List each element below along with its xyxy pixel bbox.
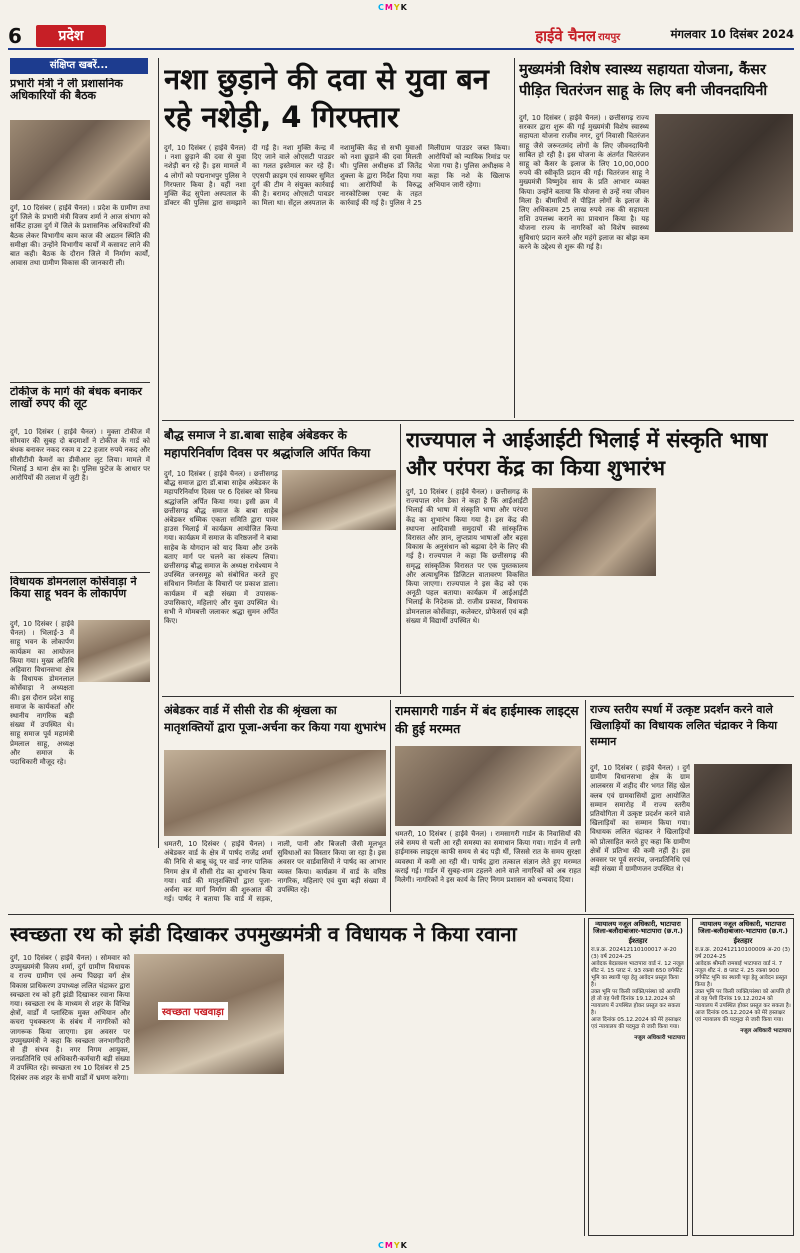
ambedkar-ward-story — [162, 700, 388, 912]
reg-c: C — [378, 3, 385, 12]
section-tag — [36, 25, 106, 47]
state-level-headline: राज्य स्तरीय स्पर्धा में उत्कृष्ट प्रदर्शन करने वाले खिलाड़ियों का विधायक ललित चंद्राकर ने किया सम्मान — [590, 703, 778, 748]
state-level-photo — [694, 764, 792, 834]
column-rule-ambedkar — [390, 700, 391, 912]
briefs-column — [8, 56, 156, 856]
reg-m-bottom: M — [384, 1241, 394, 1250]
registration-mark-bottom — [378, 1241, 408, 1250]
lead-body: दुर्ग, 10 दिसंबर ( हाईवे चैनल) । नशा छुड़ाने की दवा से युवा नशेड़ी बन रहे हैं। इस मामले में 4 लोगों को पद्मनाभपुर पुलिस ने गिरफ्तार किया है। यहीं नशा मुक्ति केंद्र सुपेला अस्पताल के डॉक्टर की पुलिस द्वारा समझाने दी गई है। नशा मुक्ति केन्द्र में दिए जाने वाले ओएसटी पाउडर का गलत इस्तेमाल कर रहे हैं। एएसपी क्राइम एवं सायबर सुमित दुर्ग की टीम ने संयुक्त कार्रवाई की है। बरामद ओएसटी पावडर का मिला था। सेंट्रल अस्पताल के नशामुक्ति केंद्र से सभी युवाओं को नशा छुड़ाने की दवा मिलती थी। पुलिस अधीक्षक डॉ जितेंद्र शुक्ला के द्वारा निर्देश दिया गया था। आरोपियों के विरुद्ध नारकोटिक्स एक्ट के तहत कार्रवाई की गई है। पुलिस ने 25 मिलीग्राम पाउडर जब्त किया। आरोपियों को न्यायिक रिमांड पर भेजा गया है। पुलिस अधीक्षक ने कहा कि नशे के खिलाफ अभियान जारी रहेगा। — [164, 144, 510, 208]
brief-divider-1 — [10, 382, 150, 383]
governor-body-right — [660, 488, 792, 690]
brief3-photo — [78, 620, 150, 682]
governor-body: दुर्ग, 10 दिसंबर ( हाईवे चैनल) । छत्तीसगढ़ के राज्यपाल रमेन डेका ने कहा है कि आईआईटी भिलाई की भाषा में संस्कृति भाषा और परंपरा केंद्र का शुभारंभ किया गया है। इस केंद्र की स्थापना आदिवासी समुदायों की सांस्कृतिक विरासत और ज्ञान, लुप्तप्राय भाषाओं और बहस विकास के अनुसंधान को बढ़ावा देने के लिए की गई है। राज्यपाल ने कहा कि छत्तीसगढ़ की समृद्ध सांस्कृतिक विरासत पर एक पुस्तकालय और अत्याधुनिक डिजिटल वातावरण विकसित किया जाएगा। राज्यपाल ने इस केंद्र को एक अनूठी पहल बताया। कार्यक्रम में आईआईटी भिलाई के निदेशक प्रो. राजीव प्रकाश, विधायक डोमनलाल कोर्सेवाड़ा, कलेक्टर, प्रोफेसर्स एवं बड़ी संख्या में विद्यार्थी उपस्थित थे। — [406, 488, 528, 625]
swachhata-banner: स्वच्छता पखवाड़ा — [158, 1002, 228, 1020]
masthead — [8, 22, 794, 50]
governor-headline: राज्यपाल ने आईआईटी भिलाई में संस्कृति भाषा और परंपरा केंद्र का किया शुभारंभ — [406, 428, 768, 480]
ambedkar-ward-headline: अंबेडकर वार्ड में सीसी रोड की श्रृंखला का मातृशक्तियों द्वारा पूजा-अर्चना कर किया गया शुभारंभ — [164, 703, 386, 734]
notice-2-body: रा.प्र.क्र. 202412110100009 अ-20 (3) वर्ष 2024-25 आवेदक श्रीमती रामबाई भाटापारा वार्ड नं. 7 नजूल शीट नं. 8 प्लाट नं. 25 रकबा 900 वर्गफीट भूमि का स्थायी पट्टा हेतु आवेदन प्रस्तुत किया है। उक्त भूमि पर किसी व्यक्ति/संस्था को आपत्ति हो तो वह पेशी दिनांक 19.12.2024 को न्यायालय में उपस्थित होकर प्रस्तुत कर सकता है। आज दिनांक 05.12.2024 को मेरे हस्ताक्षर एवं न्यायालय की पदमुद्रा से जारी किया गया। — [695, 947, 791, 1024]
row-rule-1 — [162, 420, 794, 421]
cm-photo — [655, 114, 793, 232]
briefs-box-title — [10, 58, 148, 74]
swachhata-body: दुर्ग, 10 दिसंबर ( हाईवे चैनल) । सोमवार को उपमुख्यमंत्री विजय शर्मा, दुर्ग ग्रामीण विधायक व राज्य ग्रामीण एवं अन्य पिछड़ा वर्ग क्षेत्र विकास प्राधिकरण उपाध्यक्ष ललित चंद्राकर द्वारा स्वच्छता रथ को हरी झंडी दिखाकर रवाना किया गया। स्वच्छता रथ के माध्यम से शहर के विभिन्न क्षेत्रों, वार्डों में प्लास्टिक मुक्त अभियान और कचरा पृथक्करण के संबंध में नागरिकों को जागरूक किया जाएगा। इस अवसर पर उपमुख्यमंत्री ने कहा कि स्वच्छता जनभागीदारी से ही संभव है। नगर निगम आयुक्त, जनप्रतिनिधि एवं अधिकारी-कर्मचारी बड़ी संख्या में उपस्थित रहे। स्वच्छता रथ 10 दिसंबर से 25 दिसंबर तक शहर के सभी वार्डों में भ्रमण करेगा। — [10, 954, 130, 1082]
notice-2 — [692, 918, 794, 1236]
cm-body-continued — [655, 236, 793, 414]
date-line: मंगलवार 10 दिसंबर 2024 — [670, 27, 794, 41]
column-rule-notices — [584, 918, 585, 1236]
ambedkar-ward-body: धमतरी, 10 दिसंबर ( हाईवे चैनल) । अंबेडकर वार्ड के क्षेत्र में पार्षद राजेंद्र शर्मा की निधि से बाबू चंदू पर वार्ड नगर पालिक निगम क्षेत्र में सीसी रोड का शुभारंभ किया गया। वार्ड की मातृशक्तियों द्वारा पूजा-अर्चना कर मार्ग निर्माण की शुरुआत की गई। पार्षद ने बताया कि वार्ड में सड़क, नाली, पानी और बिजली जैसी मूलभूत सुविधाओं का विस्तार किया जा रहा है। इस अवसर पर वार्डवासियों ने पार्षद का आभार व्यक्त किया। कार्यक्रम में वार्ड के वरिष्ठ नागरिक, महिलाएं एवं युवा बड़ी संख्या में उपस्थित रहे। — [164, 840, 386, 904]
swachhata-body-mid — [134, 1078, 284, 1236]
governor-story — [404, 424, 794, 694]
briefs-box-title-text: संक्षिप्त खबरें... — [49, 60, 109, 71]
reg-c-bottom: C — [378, 1241, 385, 1250]
buddha-body-continued — [282, 534, 396, 690]
swachhata-story — [8, 918, 582, 1238]
notice-2-title: न्यायालय नजूल अधिकारी, भाटापारा जिला-बलौदाबाजार-भाटापारा (छ.ग.) — [698, 920, 788, 936]
lead-headline: नशा छुड़ाने की दवा से युवा बन रहे नशेड़ी, 4 गिरफ्तार — [164, 62, 489, 134]
column-rule-buddha — [400, 424, 401, 694]
brief2-body: दुर्ग, 10 दिसंबर ( हाईवे चैनल) । मुक्ता टोकीज में सोमवार की सुबह दो बदमाशों ने टोकीज के गार्ड को बंधक बनाकर नकद रकम व 22 हजार रुपये नकद और सीसीटीवी कैमरों का डीवीआर लूट लिया। मामले में भिलाई 3 थाना क्षेत्र का है। पुलिस फुटेज के आधार पर आरोपियों की तलाश में जुटी है। — [10, 428, 150, 483]
notice-1 — [588, 918, 688, 1236]
reg-m: M — [384, 3, 394, 12]
brief1-headline: प्रभारी मंत्री ने ली प्रशासनिक अधिकारियों की बैठक — [10, 78, 123, 103]
reg-y: Y — [393, 3, 401, 12]
brief-divider-2 — [10, 572, 150, 573]
governor-photo — [532, 488, 656, 576]
column-rule-mid — [514, 58, 515, 418]
ramsagri-story — [393, 700, 583, 912]
ambedkar-ward-photo — [164, 750, 386, 836]
cm-story — [517, 58, 795, 418]
reg-k-bottom: K — [400, 1241, 408, 1250]
row-rule-2 — [162, 696, 794, 697]
state-level-body: दुर्ग, 10 दिसंबर ( हाईवे चैनल) । दुर्ग ग्रामीण विधानसभा क्षेत्र के ग्राम आलबरस में शहीद वीर भगत सिंह खेल क्लब एवं ग्रामवासियों द्वारा आयोजित सम्मान समारोह में राज्य स्तरीय प्रतियोगिता में उत्कृष्ट प्रदर्शन करने वाले खिलाड़ियों का सम्मान किया गया। विधायक ललित चंद्राकर ने खिलाड़ियों को प्रोत्साहित करते हुए कहा कि ग्रामीण क्षेत्रों में प्रतिभा की कमी नहीं है। इस अवसर पर पूर्व सरपंच, जनप्रतिनिधि एवं बड़ी संख्या में ग्रामीणजन उपस्थित थे। — [590, 764, 690, 874]
swachhata-headline: स्वच्छता रथ को झंडी दिखाकर उपमुख्यमंत्री व विधायक ने किया रवाना — [10, 922, 517, 946]
governor-body-mid — [532, 580, 656, 690]
section-label: प्रदेश — [58, 28, 84, 44]
reg-k: K — [400, 3, 408, 12]
row-rule-3 — [8, 914, 794, 915]
brand-name: हाईवे चैनल — [535, 27, 596, 45]
lead-story — [162, 58, 512, 418]
registration-mark-top — [378, 3, 408, 12]
ramsagri-headline: रामसागरी गार्डन में बंद हाईमास्क लाइट्स की हुई मरम्मत — [395, 703, 579, 736]
brief2-headline: टोकीज के मार्ग की बंधक बनाकर लाखों रुपए की लूट — [10, 386, 143, 411]
notice-1-body: रा.प्र.क्र. 202412110100017 अ-20 (3) वर्ष 2024-25 आवेदक बेदप्रकाश भाटापारा वार्ड नं. 12 नजूल शीट नं. 15 प्लाट नं. 93 रकबा 650 वर्गफीट भूमि का स्थायी पट्टा हेतु आवेदन प्रस्तुत किया है। उक्त भूमि पर किसी व्यक्ति/संस्था को आपत्ति हो तो वह पेशी दिनांक 19.12.2024 को न्यायालय में उपस्थित होकर प्रस्तुत कर सकता है। आज दिनांक 05.12.2024 को मेरे हस्ताक्षर एवं न्यायालय की पदमुद्रा से जारी किया गया। — [591, 947, 684, 1031]
state-level-story — [588, 700, 794, 912]
brief1-body: दुर्ग, 10 दिसंबर ( हाईवे चैनल) । प्रदेश के ग्रामीण तथा दुर्ग जिले के प्रभारी मंत्री विजय शर्मा ने आज संभाग को सर्किट हाउस दुर्ग में जिले के प्रशासनिक अधिकारियों की बैठक लेकर विभागीय काम काज की अद्यतन स्थिति की समीक्षा की। उन्होंने विभागीय कार्यों में कसावट लाने की बात कही। बैठक के दौरान जिले में निर्माण कार्यों, आवास तथा ग्रामीण विकास की जानकारी ली। — [10, 204, 150, 268]
notice-2-sub: ईश्तहार — [733, 936, 753, 945]
swachhata-body-right — [288, 954, 580, 1236]
swachhata-photo — [134, 954, 284, 1074]
reg-y-bottom: Y — [393, 1241, 401, 1250]
cm-body: दुर्ग, 10 दिसंबर ( हाईवे चैनल) । छत्तीसगढ़ राज्य सरकार द्वारा शुरू की गई मुख्यमंत्री विशेष स्वास्थ्य सहायता योजना राजीव नगर, दुर्ग निवासी चितरंजन साहू जैसे जरूरतमंद लोगों के लिए जीवनदायिनी साबित हो रही है। इस योजना के अंतर्गत चितरंजन साहू को कैंसर के इलाज के लिए 10,00,000 रुपये की स्वीकृति प्रदान की गई। चितरंजन साहू ने मुख्यमंत्री विष्णुदेव साय के प्रति आभार व्यक्त किया। उन्होंने बताया कि योजना से उन्हें नया जीवन मिला है। बीमारियों से पीड़ित लोगों के इलाज के लिए अधिकतम 25 लाख रुपये तक की सहायता राशि उपलब्ध कराने का प्रावधान किया है। यह योजना राज्य के नागरिकों को विशेष स्वास्थ्य सुविधाएं प्रदान करने और महंगे इलाज का बोझ कम करने के उद्देश्य से शुरू की गई है। — [519, 114, 649, 251]
ramsagri-photo — [395, 746, 581, 826]
column-rule-left — [158, 58, 159, 848]
brief3-headline: विधायक डोमनलाल कोर्सेवाड़ा ने किया साहू भवन के लोकार्पण — [10, 576, 137, 601]
buddha-headline: बौद्ध समाज ने डा.बाबा साहेब अंबेडकर के महापरिनिर्वाण दिवस पर श्रद्धांजलि अर्पित किया — [164, 428, 371, 460]
brief3-body: दुर्ग, 10 दिसंबर ( हाईवे चैनल) । भिलाई-3 में साहू भवन के लोकार्पण कार्यक्रम का आयोजन किया गया। मुख्य अतिथि अहिवारा विधानसभा क्षेत्र के विधायक डोमनलाल कोर्सेवाड़ा ने अध्यक्षता की। इस दौरान प्रदेश साहू समाज के कार्यकर्ता और स्थानीय नागरिक बड़ी संख्या में उपस्थित थे। साहू समाज पूर्व महामंत्री प्रेमलाल साहू, अध्यक्ष और समाज के पदाधिकारी मौजूद रहे। — [10, 620, 74, 767]
notice-2-sign: नजूल अधिकारी भाटापारा — [740, 1028, 791, 1035]
city-name: रायपुर — [598, 32, 621, 43]
notice-1-sign: नजूल अधिकारी भाटापारा — [634, 1035, 685, 1042]
cm-headline: मुख्यमंत्री विशेष स्वास्थ्य सहायता योजना, कैंसर पीड़ित चितरंजन साहू के लिए बनी जीवनदायिनी — [519, 62, 768, 99]
page-number: 6 — [8, 24, 22, 48]
ramsagri-body: धमतरी, 10 दिसंबर ( हाईवे चैनल) । रामसागरी गार्डन के निवासियों की लंबे समय से चली आ रही समस्या का समाधान किया गया। गार्डन में लगी हाईमास्क लाइट्स काफी समय से बंद पड़ी थीं, जिससे रात के समय सुरक्षा व्यवस्था में कमी आ रही थी। पार्षद द्वारा तत्काल संज्ञान लेते हुए मरम्मत कराई गई। गार्डन में सुबह-शाम टहलने आने वाले नागरिकों को अब राहत मिलेगी। नागरिकों ने इस कार्य के लिए निगम प्रशासन को धन्यवाद दिया। — [395, 830, 581, 885]
buddha-body: दुर्ग, 10 दिसंबर ( हाईवे चैनल) । छत्तीसगढ़ बौद्ध समाज द्वारा डॉ.बाबा साहेब अंबेडकर के महापरिनिर्वाण दिवस पर 6 दिसंबर को विनम्र श्रद्धांजलि अर्पित किया गया। इसी क्रम में छत्तीसगढ़ बौद्ध समाज के बाबा साहेब अंबेडकर धम्मिक एकता समिति द्वारा पावर हाउस भिलाई में कार्यक्रम आयोजित किया गया। कार्यक्रम में समाज के वरिष्ठजनों ने बाबा साहेब के योगदान को याद किया और उनके बताए मार्ग पर चलने का संकल्प लिया। छत्तीसगढ़ बौद्ध समाज के अध्यक्ष राधेश्याम ने उपस्थित जनसमूह को संबोधित करते हुए संविधान निर्माता के विचारों पर प्रकाश डाला। कार्यक्रम में बड़ी संख्या में उपासक-उपासिकाएं, महिलाएं और युवा उपस्थित थे। सभी ने मोमबत्ती जलाकर श्रद्धा सुमन अर्पित किए। — [164, 470, 278, 626]
state-level-body-continued — [694, 838, 792, 910]
buddha-photo — [282, 470, 396, 530]
column-rule-ramsagri — [585, 700, 586, 912]
buddha-story — [162, 424, 398, 694]
brief1-photo — [10, 120, 150, 200]
notice-1-sub: ईश्तहार — [628, 936, 648, 945]
notice-1-title: न्यायालय नजूल अधिकारी, भाटापारा जिला-बलौदाबाजार-भाटापारा (छ.ग.) — [593, 920, 683, 936]
